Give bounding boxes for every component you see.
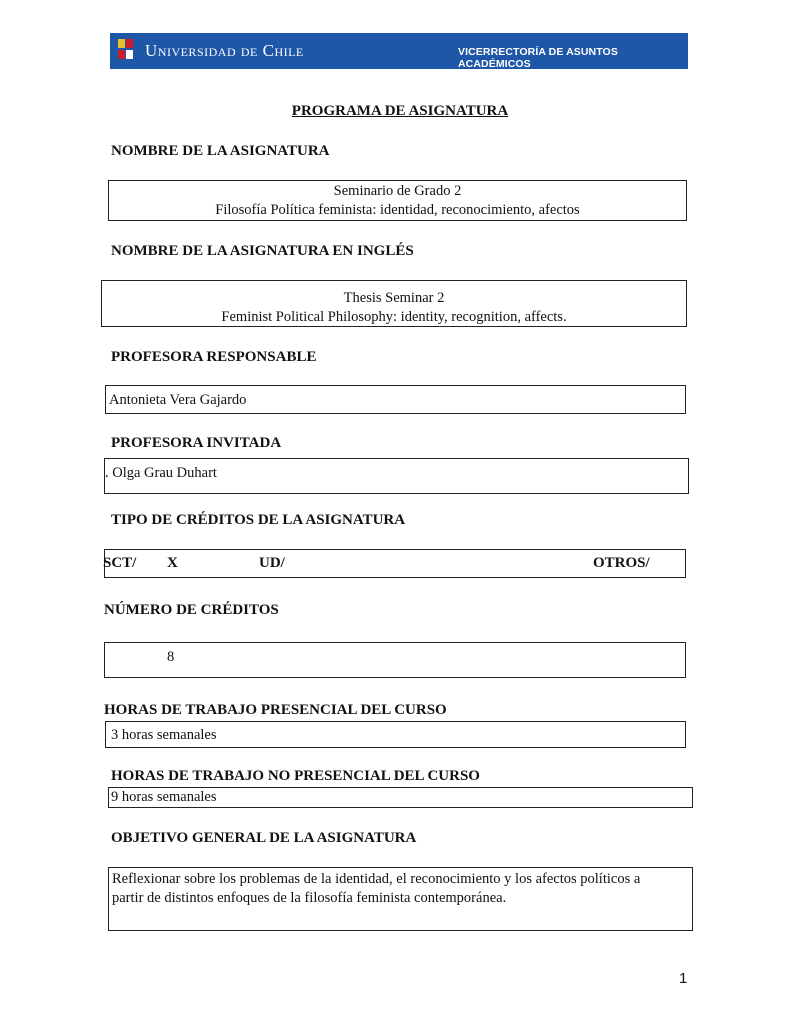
non-contact-hours-label: HORAS DE TRABAJO NO PRESENCIAL DEL CURSO <box>111 768 480 784</box>
objective-line1: Reflexionar sobre los problemas de la identidad, el reconocimiento y los afectos políticos a <box>112 871 641 887</box>
objective-line2: partir de distintos enfoques de la filosofía feminista contemporánea. <box>112 890 507 906</box>
university-seal-icon <box>116 37 136 65</box>
non-contact-hours-value: 9 horas semanales <box>111 789 217 805</box>
credit-type-otros: OTROS/ <box>593 555 650 571</box>
credit-type-box <box>104 549 686 578</box>
course-name-en-box <box>101 280 687 327</box>
guest-professor-box <box>104 458 689 494</box>
credit-type-label: TIPO DE CRÉDITOS DE LA ASIGNATURA <box>111 512 406 528</box>
objective-box <box>108 867 693 931</box>
page-number: 1 <box>679 970 688 987</box>
credits-value: 8 <box>167 649 175 665</box>
university-name: Universidad de Chile <box>145 41 304 60</box>
non-contact-hours-box <box>108 787 693 808</box>
course-name-en-label: NOMBRE DE LA ASIGNATURA EN INGLÉS <box>111 243 414 259</box>
course-name-label: NOMBRE DE LA ASIGNATURA <box>111 143 330 159</box>
credit-type-ud: UD/ <box>259 555 285 571</box>
contact-hours-label: HORAS DE TRABAJO PRESENCIAL DEL CURSO <box>104 702 447 718</box>
course-name-line1: Seminario de Grado 2 <box>333 183 462 199</box>
professor-box <box>105 385 686 414</box>
header-banner <box>110 33 688 69</box>
professor-label: PROFESORA RESPONSABLE <box>111 349 317 365</box>
credits-label: NÚMERO DE CRÉDITOS <box>104 602 279 618</box>
credit-type-sct-mark: X <box>167 555 178 571</box>
course-name-line2: Filosofía Política feminista: identidad, reconocimiento, afectos <box>215 202 580 218</box>
course-name-box <box>108 180 687 221</box>
office-name: VICERRECTORÍA DE ASUNTOS ACADÉMICOS <box>458 46 618 70</box>
contact-hours-box <box>105 721 686 748</box>
contact-hours-value: 3 horas semanales <box>111 727 217 743</box>
course-name-en-line1: Thesis Seminar 2 <box>343 290 445 306</box>
guest-professor-label: PROFESORA INVITADA <box>111 435 282 451</box>
guest-professor-value: . Olga Grau Duhart <box>105 465 217 481</box>
course-name-en-line2: Feminist Political Philosophy: identity, recognition, affects. <box>221 309 567 325</box>
professor-value: Antonieta Vera Gajardo <box>109 392 247 408</box>
credit-type-sct: SCT/ <box>103 555 137 571</box>
objective-label: OBJETIVO GENERAL DE LA ASIGNATURA <box>111 830 417 846</box>
document-title: PROGRAMA DE ASIGNATURA <box>291 103 509 119</box>
credits-box <box>104 642 686 678</box>
